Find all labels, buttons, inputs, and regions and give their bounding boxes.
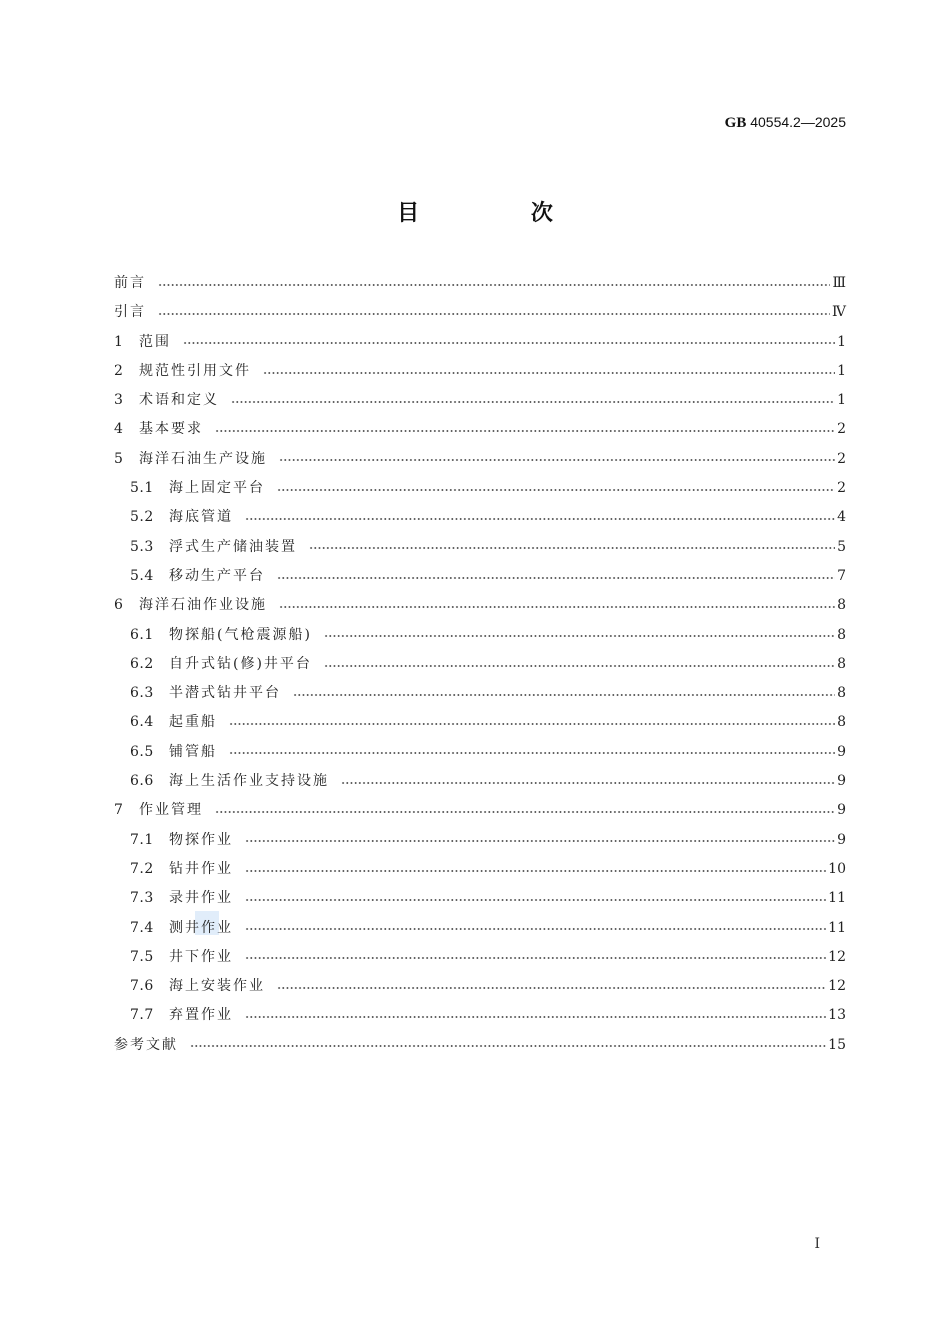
- toc-leader-dots: [277, 987, 826, 989]
- toc-entry[interactable]: [114, 533, 846, 562]
- toc-entry-title: 移动生产平台: [169, 567, 265, 584]
- toc-entry[interactable]: [114, 826, 846, 855]
- standard-code-prefix: GB: [724, 115, 747, 131]
- toc-entry[interactable]: [114, 562, 846, 591]
- toc-leader-dots: [229, 723, 835, 725]
- toc-entry[interactable]: [114, 679, 846, 708]
- toc-entry-page: Ⅳ: [832, 304, 846, 321]
- toc-entry-page: 8: [837, 597, 846, 614]
- toc-entry-number: 4: [114, 421, 124, 438]
- toc-entry[interactable]: [114, 738, 846, 767]
- toc-leader-dots: [279, 606, 835, 608]
- toc-entry-title: 自升式钻(修)井平台: [169, 655, 312, 672]
- toc-entry[interactable]: [114, 972, 846, 1001]
- toc-entry-number: 5: [114, 450, 124, 467]
- toc-entry[interactable]: [114, 855, 846, 884]
- toc-title: 目 次: [397, 201, 605, 226]
- toc-entry-page: 1: [837, 392, 846, 409]
- toc-entry-title: 测井作业: [169, 919, 233, 936]
- toc-entry-page: 1: [837, 333, 846, 350]
- toc-entry-title: 参考文献: [114, 1036, 178, 1053]
- toc-entry-title: 海洋石油生产设施: [139, 450, 267, 467]
- toc-entry-number: 5.3: [130, 538, 154, 555]
- toc-leader-dots: [183, 342, 835, 344]
- toc-leader-dots: [277, 489, 835, 491]
- toc-entry-title: 浮式生产储油装置: [169, 538, 297, 555]
- toc-entry-title: 海上安装作业: [169, 978, 265, 995]
- toc-entry-title: 海洋石油作业设施: [139, 597, 267, 614]
- toc-entry-number: 5.2: [130, 509, 154, 526]
- toc-entry[interactable]: [114, 796, 846, 825]
- toc-entry-title: 物探作业: [169, 831, 233, 848]
- toc-leader-dots: [245, 1016, 826, 1018]
- toc-entry[interactable]: [114, 884, 846, 913]
- toc-entry[interactable]: [114, 767, 846, 796]
- toc-entry[interactable]: [114, 386, 846, 415]
- toc-entry-number: 5.1: [130, 480, 154, 497]
- toc-entry[interactable]: [114, 914, 846, 943]
- toc-entry[interactable]: [114, 1001, 846, 1030]
- toc-entry-title: 术语和定义: [139, 392, 219, 409]
- toc-entry-number: 5.4: [130, 567, 154, 584]
- toc-entry-page: 2: [837, 450, 846, 467]
- toc-entry-page: 11: [828, 890, 846, 907]
- toc-entry-title: 井下作业: [169, 948, 233, 965]
- toc-entry-number: 7.7: [130, 1007, 154, 1024]
- toc-leader-dots: [324, 665, 835, 667]
- toc-entry-page: 9: [837, 831, 846, 848]
- toc-entry-number: 7.5: [130, 948, 154, 965]
- toc-entry-page: 9: [837, 773, 846, 790]
- toc-leader-dots: [293, 694, 835, 696]
- toc-leader-dots: [279, 459, 835, 461]
- toc-entry[interactable]: [114, 708, 846, 737]
- toc-leader-dots: [263, 372, 835, 374]
- toc-entry-title: 起重船: [169, 714, 217, 731]
- toc-entry[interactable]: [114, 328, 846, 357]
- toc-entry[interactable]: [114, 474, 846, 503]
- toc-entry-title: 规范性引用文件: [139, 362, 251, 379]
- toc-entry-page: 8: [837, 655, 846, 672]
- toc-entry-number: 7.2: [130, 860, 154, 877]
- toc-entry-number: 6.1: [130, 626, 154, 643]
- toc-entry-title: 范围: [139, 333, 171, 350]
- toc-entry-page: 2: [837, 480, 846, 497]
- toc-entry-page: 15: [828, 1036, 846, 1053]
- toc-entry-page: 7: [837, 567, 846, 584]
- toc-leader-dots: [231, 401, 835, 403]
- toc-entry-number: 1: [114, 333, 124, 350]
- toc-leader-dots: [245, 957, 826, 959]
- toc-entry[interactable]: [114, 621, 846, 650]
- toc-entry-number: 7.6: [130, 978, 154, 995]
- toc-entry[interactable]: [114, 503, 846, 532]
- toc-entry-page: 10: [828, 860, 846, 877]
- toc-entry-title: 录井作业: [169, 890, 233, 907]
- toc-entry-page: 9: [837, 743, 846, 760]
- toc-leader-dots: [324, 635, 835, 637]
- toc-entry-number: 3: [114, 392, 124, 409]
- toc-entry-title: 前言: [114, 275, 146, 291]
- toc-entry[interactable]: [114, 415, 846, 444]
- toc-entry-title: 物探船(气枪震源船): [169, 626, 312, 643]
- toc-entry-title: 海底管道: [169, 509, 233, 526]
- toc-entry-number: 7.4: [130, 919, 154, 936]
- toc-entry-number: 6.5: [130, 743, 154, 760]
- toc-leader-dots: [158, 284, 830, 286]
- toc-entry-title: 引言: [114, 304, 146, 321]
- standard-code: [725, 114, 846, 132]
- toc-leader-dots: [229, 752, 835, 754]
- toc-entry[interactable]: [114, 357, 846, 386]
- toc-entry-page: 9: [837, 802, 846, 819]
- toc-entry-title: 海上固定平台: [169, 480, 265, 497]
- toc-entry-title: 钻井作业: [169, 860, 233, 877]
- toc-entry-page: 13: [828, 1007, 846, 1024]
- toc-entry-page: 8: [837, 626, 846, 643]
- toc-entry[interactable]: [114, 591, 846, 620]
- table-of-contents: [114, 269, 846, 1060]
- toc-leader-dots: [158, 313, 830, 315]
- toc-entry[interactable]: [114, 1031, 846, 1060]
- toc-entry[interactable]: [114, 445, 846, 474]
- toc-entry-page: 11: [828, 919, 846, 936]
- toc-entry-number: 6.3: [130, 685, 154, 702]
- toc-entry-page: Ⅲ: [832, 275, 846, 291]
- toc-leader-dots: [215, 811, 835, 813]
- toc-entry-page: 8: [837, 685, 846, 702]
- toc-leader-dots: [245, 870, 826, 872]
- page-number: I: [814, 1236, 820, 1252]
- standard-code-number: 40554.2—2025: [750, 114, 846, 130]
- toc-entry-title: 海上生活作业支持设施: [169, 773, 329, 790]
- toc-entry-title: 作业管理: [139, 802, 203, 819]
- toc-entry-page: 2: [837, 421, 846, 438]
- toc-leader-dots: [245, 518, 835, 520]
- toc-leader-dots: [215, 430, 835, 432]
- toc-entry-number: 6: [114, 597, 124, 614]
- toc-entry-number: 2: [114, 362, 124, 379]
- toc-entry-number: 6.2: [130, 655, 154, 672]
- toc-entry[interactable]: [114, 650, 846, 679]
- toc-leader-dots: [245, 928, 826, 930]
- toc-leader-dots: [309, 547, 835, 549]
- toc-entry-page: 4: [837, 509, 846, 526]
- toc-entry-page: 1: [837, 362, 846, 379]
- toc-entry-number: 7: [114, 802, 124, 819]
- toc-entry-title: 半潜式钻井平台: [169, 685, 281, 702]
- toc-leader-dots: [245, 840, 835, 842]
- toc-entry-title: 铺管船: [169, 743, 217, 760]
- toc-entry-page: 12: [828, 978, 846, 995]
- toc-leader-dots: [341, 782, 835, 784]
- toc-entry-title: 弃置作业: [169, 1007, 233, 1024]
- toc-entry-number: 7.1: [130, 831, 154, 848]
- toc-leader-dots: [277, 577, 835, 579]
- toc-entry-number: 7.3: [130, 890, 154, 907]
- toc-entry-number: 6.4: [130, 714, 154, 731]
- toc-entry-page: 8: [837, 714, 846, 731]
- toc-entry[interactable]: [114, 269, 846, 298]
- toc-leader-dots: [245, 899, 826, 901]
- toc-entry-page: 12: [828, 948, 846, 965]
- toc-entry-title: 基本要求: [139, 421, 203, 438]
- toc-entry[interactable]: [114, 298, 846, 327]
- toc-leader-dots: [190, 1045, 826, 1047]
- toc-entry-number: 6.6: [130, 773, 154, 790]
- toc-entry[interactable]: [114, 943, 846, 972]
- toc-entry-page: 5: [837, 538, 846, 555]
